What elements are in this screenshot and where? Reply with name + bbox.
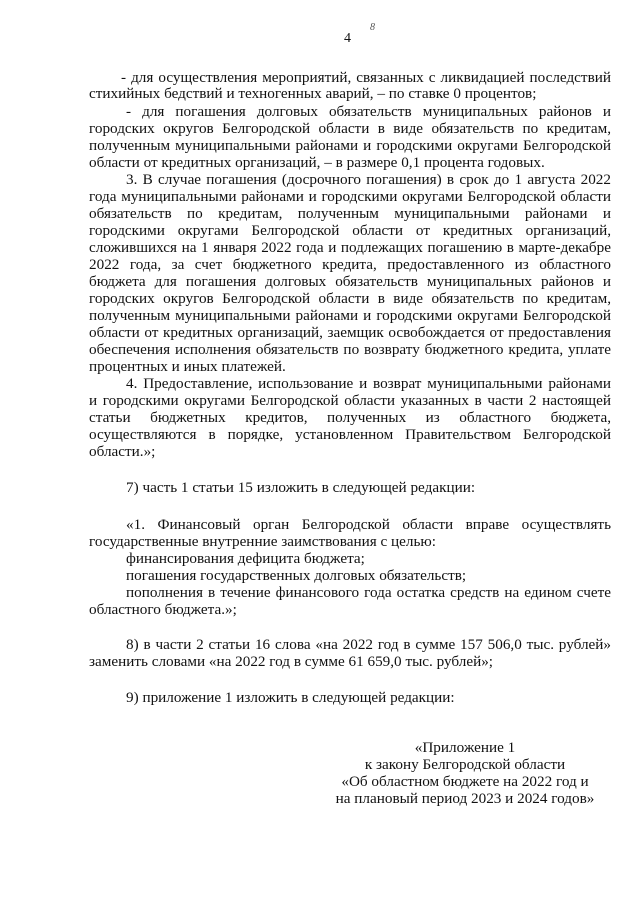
text-line: области.»; [89,443,156,460]
text-line: 2022 года, за счет бюджетного кредита, предоставленного из областного [89,257,611,273]
text-line: стихийных бедствий и техногенных аварий, – по ставке 0 процентов; [89,85,537,102]
annex-line: «Приложение 1 [414,739,516,756]
text-line: финансирования дефицита бюджета; [126,550,365,567]
text-line: городских округов Белгородской области в виде обязательств по кредитам, [89,291,611,307]
text-line: городскими округами Белгородской области от кредитных организаций, [89,223,611,239]
text-line: - для осуществления мероприятий, связанных с ликвидацией последствий [121,70,611,86]
text-line: городских округов Белгородской области в виде обязательств по кредитам, [89,121,611,137]
text-line: 3. В случае погашения (досрочного погашения) в срок до 1 августа 2022 [126,172,611,188]
text-line: областного бюджета.»; [89,601,237,618]
text-line: 4. Предоставление, использование и возврат муниципальными районами [126,376,611,392]
annex-line: на плановый период 2023 и 2024 годов» [335,790,595,807]
text-line: обеспечения исполнения обязательств по возврату бюджетного кредита, уплате [89,342,611,358]
text-line: области от кредитных организаций, – в размере 0,1 процента годовых. [89,154,545,171]
text-line: 7) часть 1 статьи 15 изложить в следующей редакции: [126,479,476,496]
handwritten-page-mark: 8 [370,22,375,33]
text-line: процентных и иных платежей. [89,358,286,375]
text-line: - для погашения долговых обязательств муниципальных районов и [126,104,611,120]
annex-line: «Об областном бюджете на 2022 год и [341,773,589,790]
text-line: «1. Финансовый орган Белгородской области вправе осуществлять [126,517,611,533]
text-line: обязательств по кредитам, полученным муниципальными районами и [89,206,611,222]
text-line: бюджета для погашения долговых обязательств муниципальных районов и [89,274,611,290]
text-line: осуществляются в порядке, установленном Правительством Белгородской [89,427,611,443]
text-line: области от кредитных организаций, заемщик освобождается от предоставления [89,325,611,341]
text-line: и городскими округами Белгородской области указанных в части 2 настоящей [89,393,611,409]
text-line: пополнения в течение финансового года остатка средств на едином счете [126,585,611,601]
annex-line: к закону Белгородской области [364,756,566,773]
text-line: заменить словами «на 2022 год в сумме 61 659,0 тыс. рублей»; [89,653,494,670]
text-line: полученным муниципальными районами и городскими округами Белгородской [89,308,611,324]
text-line: статьи бюджетных кредитов, полученных из областного бюджета, [89,410,611,426]
text-line: государственные внутренние заимствования с целью: [89,533,436,550]
text-line: погашения государственных долговых обязательств; [126,567,467,584]
text-line: сложившихся на 1 января 2022 года и подлежащих погашению в марте-декабре [89,240,611,256]
text-line: года муниципальными районами и городскими округами Белгородской области [89,189,611,205]
text-line: полученным муниципальными районами и городскими округами Белгородской [89,138,611,154]
page-number: 4 [344,31,351,46]
text-line: 8) в части 2 статьи 16 слова «на 2022 год в сумме 157 506,0 тыс. рублей» [126,637,611,653]
text-line: 9) приложение 1 изложить в следующей редакции: [126,689,455,706]
